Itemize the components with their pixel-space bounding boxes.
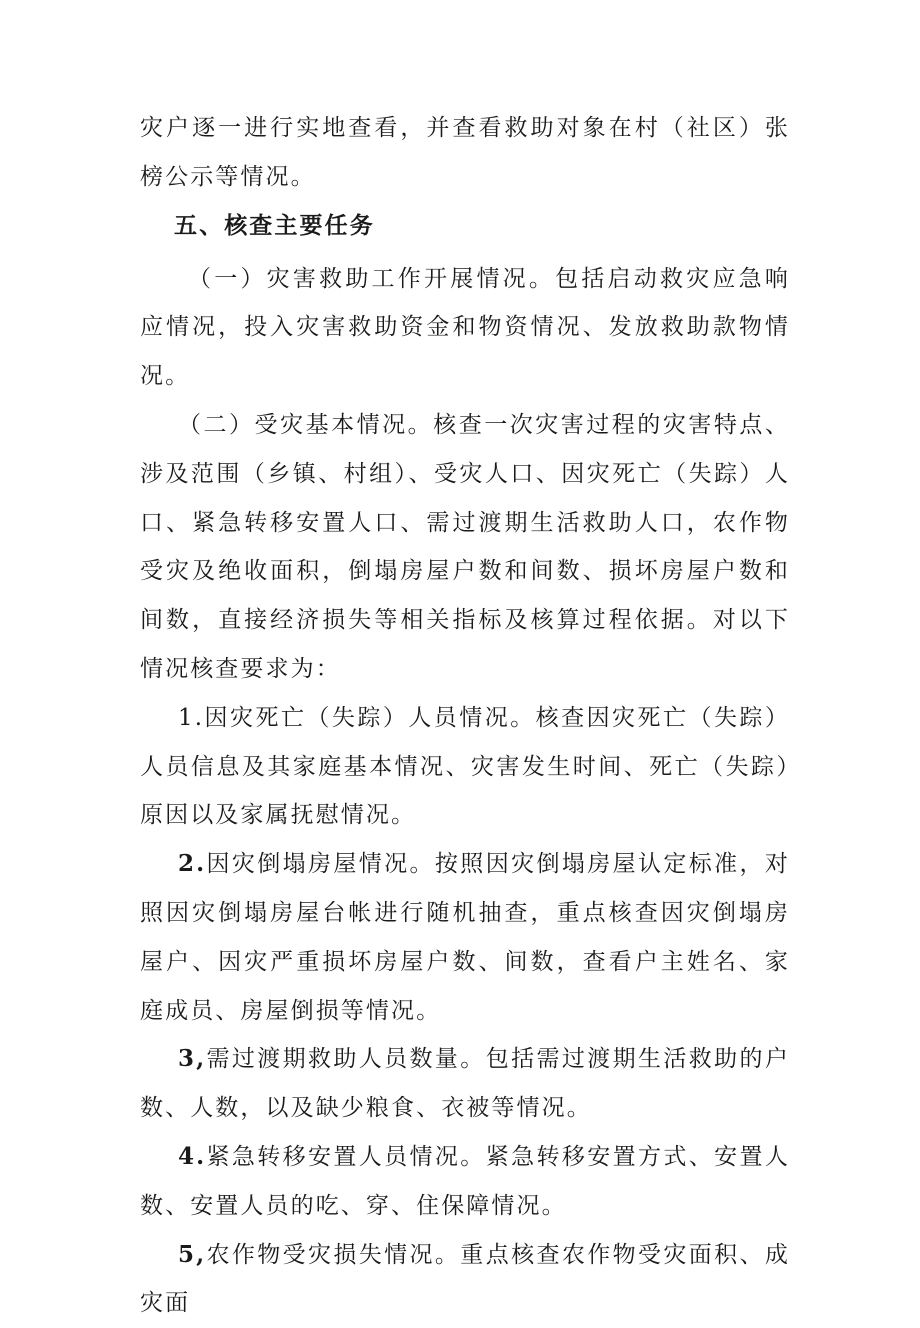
list-text: 农作物受灾损失情况。重点核查农作物受灾面积、成灾面 xyxy=(140,1241,790,1317)
list-item-evacuation xyxy=(140,1133,790,1231)
list-text: 因灾死亡（失踪）人员情况。核查因灾死亡（失踪）人员信息及其家庭基本情况、灾害发生时间、死亡（失踪）原因以及家属抚慰情况。 xyxy=(140,704,790,829)
list-number: 4. xyxy=(178,1142,207,1170)
list-number: 2. xyxy=(178,850,207,878)
list-number: 1. xyxy=(178,704,205,731)
list-number: 5, xyxy=(178,1240,207,1268)
paragraph-continuation: 灾户逐一进行实地查看，并查看救助对象在村（社区）张榜公示等情况。 xyxy=(140,115,790,190)
list-text: 需过渡期救助人员数量。包括需过渡期生活救助的户数、人数，以及缺少粮食、衣被等情况。 xyxy=(140,1046,790,1122)
list-text: 紧急转移安置人员情况。紧急转移安置方式、安置人数、安置人员的吃、穿、住保障情况。 xyxy=(140,1143,790,1219)
list-item-crop-loss xyxy=(140,1231,790,1328)
section-heading: 五、核查主要任务 xyxy=(174,211,375,239)
list-text: 因灾倒塌房屋情况。按照因灾倒塌房屋认定标准，对照因灾倒塌房屋台帐进行随机抽查，重点核查因灾倒塌房屋户、因灾严重损坏房屋户数、间数，查看户主姓名、家庭成员、房屋倒损等情况。 xyxy=(140,851,790,1024)
paragraph-disaster-basics: （二）受灾基本情况。核查一次灾害过程的灾害特点、涉及范围（乡镇、村组）、受灾人口、因灾死亡（失踪）人口、紧急转移安置人口、需过渡期生活救助人口，农作物受灾及绝收面积，倒塌房屋户数和间数、损坏房屋户数和间数，直接经济损失等相关指标及核算过程依据。对以下情况核查要求为： xyxy=(140,411,790,682)
list-number: 3, xyxy=(178,1045,207,1073)
list-item-transition-relief xyxy=(140,1035,790,1133)
paragraph-relief-work: （一）灾害救助工作开展情况。包括启动救灾应急响应情况，投入灾害救助资金和物资情况、发放救助款物情况。 xyxy=(140,265,790,390)
list-item-deaths xyxy=(140,694,790,840)
list-item-collapsed-houses xyxy=(140,840,790,1035)
